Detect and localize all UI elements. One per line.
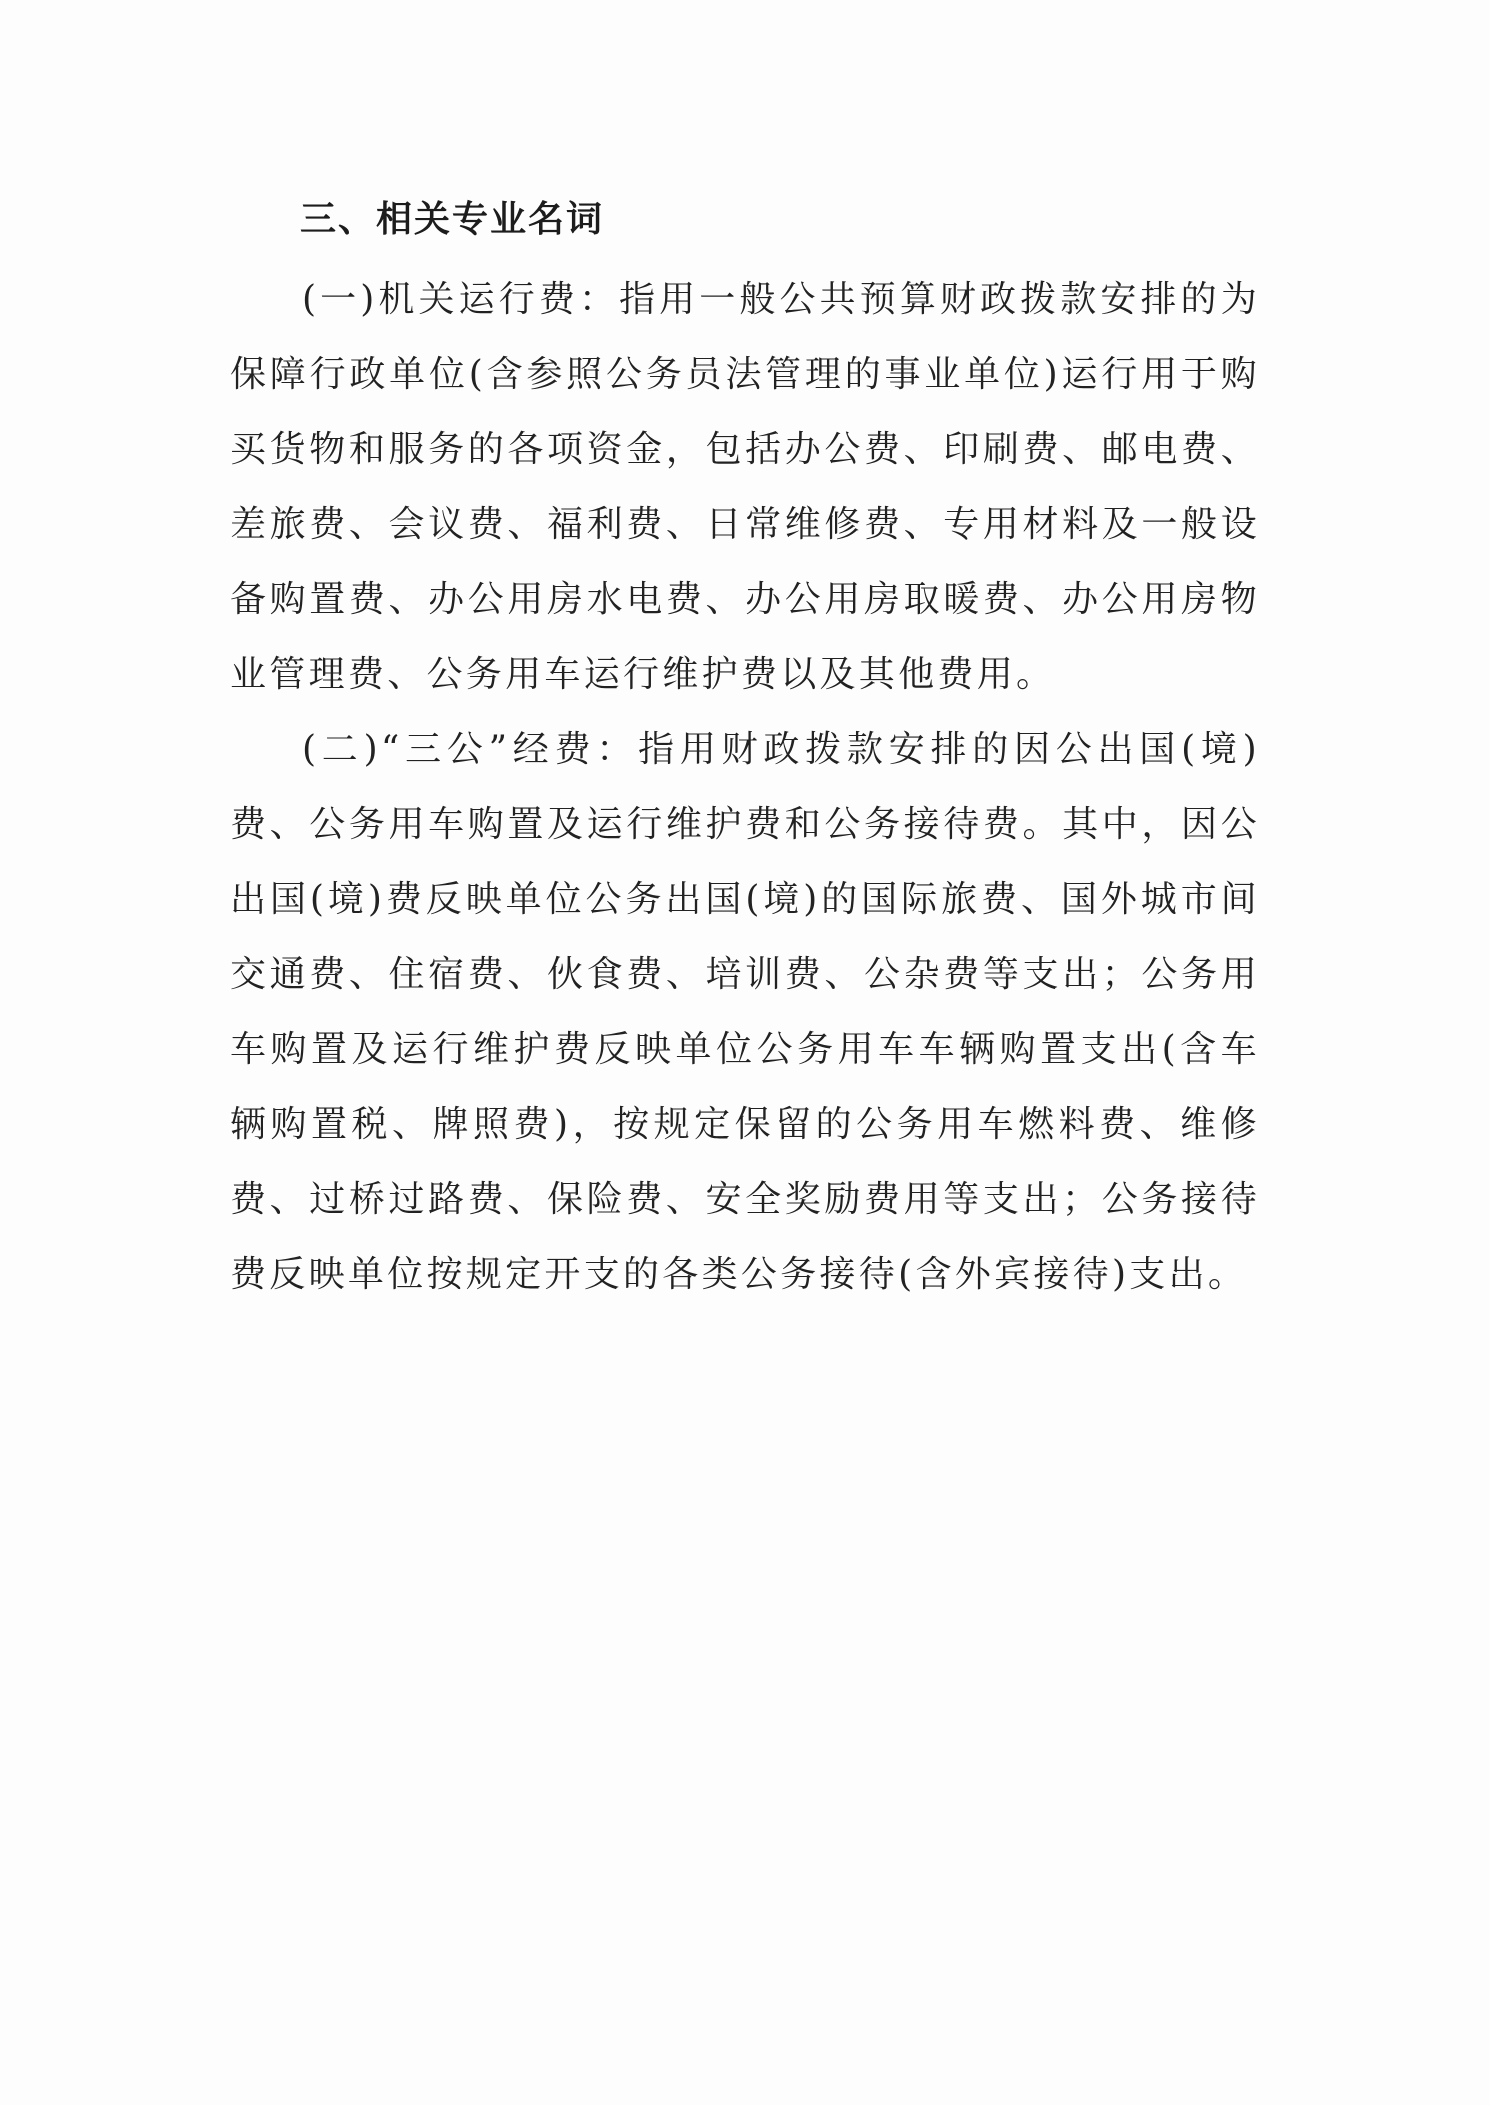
section-heading: 三、相关专业名词	[300, 199, 605, 240]
paragraph-1: (一)机关运行费：指用一般公共预算财政拨款安排的为保障行政单位(含参照公务员法管理的事业单位)运行用于购买货物和服务的各项资金，包括办公费、印刷费、邮电费、差旅费、会议费、福利费、日常维修费、专用材料及一般设备购置费、办公用房水电费、办公用房取暖费、办公用房物业管理费、公务用车运行维护费以及其他费用。	[230, 279, 1260, 695]
paragraph-2: (二)“三公”经费：指用财政拨款安排的因公出国(境)费、公务用车购置及运行维护费和公务接待费。其中，因公出国(境)费反映单位公务出国(境)的国际旅费、国外城市间交通费、住宿费、伙食费、培训费、公杂费等支出；公务用车购置及运行维护费反映单位公务用车车辆购置支出(含车辆购置税、牌照费)，按规定保留的公务用车燃料费、维修费、过桥过路费、保险费、安全奖励费用等支出；公务接待费反映单位按规定开支的各类公务接待(含外宾接待)支出。	[230, 729, 1260, 1295]
document-body	[230, 190, 1260, 1312]
